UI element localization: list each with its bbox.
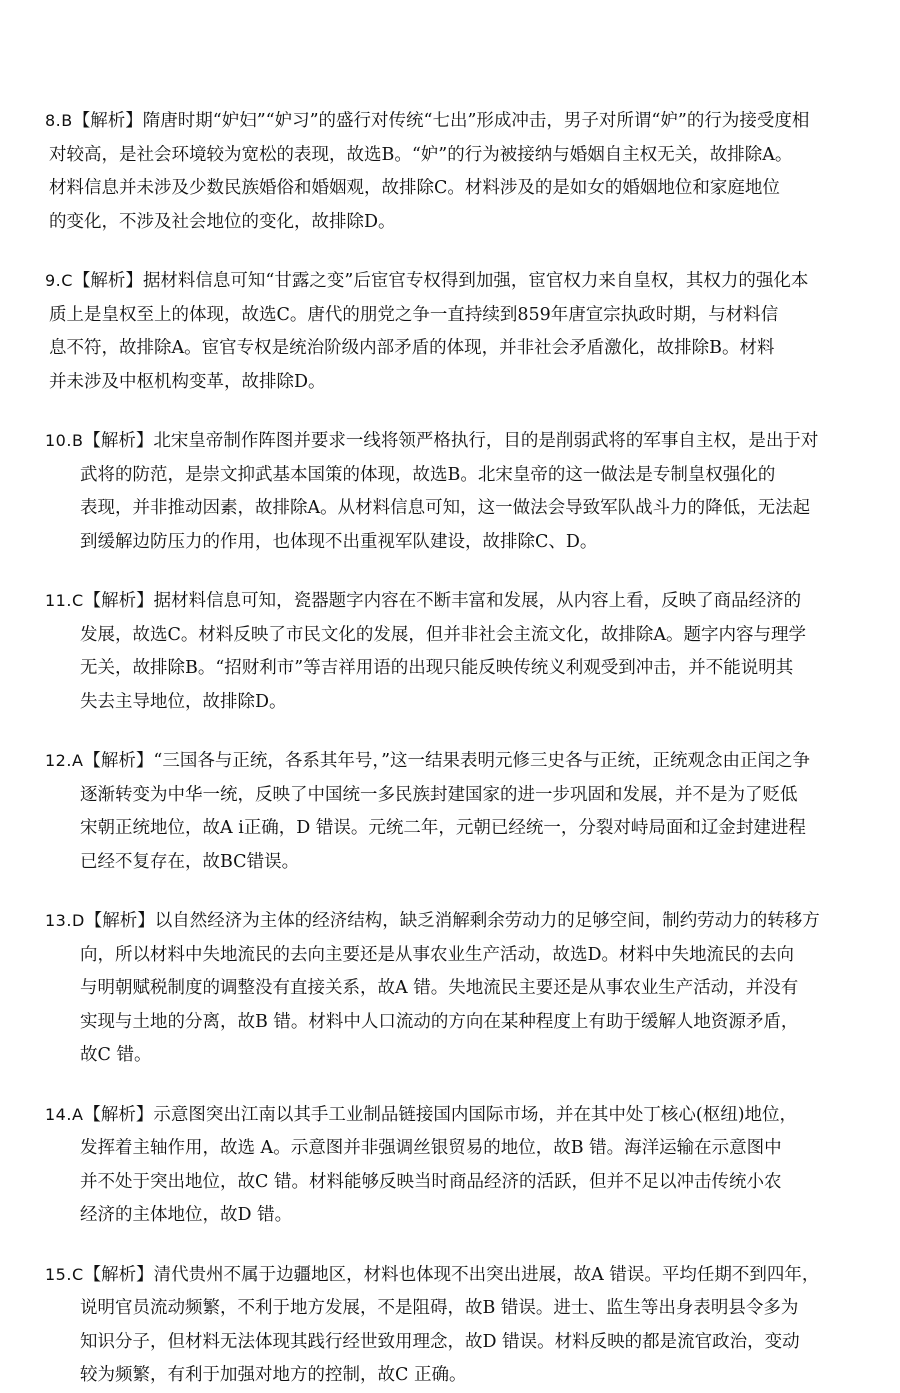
analysis-text-line: 据材料信息可知，瓷器题字内容在不断丰富和发展，从内容上看，反映了商品经济的 — [153, 591, 802, 611]
analysis-text-line: 较为频繁，有利于加强对地方的控制，故C 正确。 — [80, 1365, 467, 1385]
analysis-text-line: 发挥着主轴作用，故选 A。示意图并非强调丝银贸易的地位，故B 错。海洋运输在示意图中 — [80, 1138, 782, 1158]
analysis-text-line: 武将的防范，是崇文抑武基本国策的体现，故选B。北宋皇帝的这一做法是专制皇权强化的 — [80, 464, 776, 485]
answer-item — [45, 1258, 860, 1393]
analysis-text-line: 已经不复存在，故BC错误。 — [80, 851, 300, 872]
analysis-text-line: 故C 错。 — [80, 1045, 152, 1065]
analysis-text-line: 宋朝正统地位，故A ⅰ正确，D 错误。元统二年，元朝已经统一，分裂对峙局面和辽金封建进程 — [80, 818, 806, 838]
analysis-text-line: 北宋皇帝制作阵图并要求一线将领严格执行，目的是削弱武将的军事自主权，是出于对 — [153, 431, 819, 451]
analysis-text-line: 经济的主体地位，故D 错。 — [80, 1205, 293, 1225]
analysis-text-line: 与明朝赋税制度的调整没有直接关系，故A 错。失地流民主要还是从事农业生产活动，并没有 — [80, 978, 799, 998]
question-number: 12.A — [45, 751, 84, 770]
analysis-text-line: 质上是皇权至上的体现，故选C。唐代的朋党之争一直持续到859年唐宣宗执政时期，与材料信 — [49, 304, 779, 325]
analysis-tag: 【解析】 — [83, 751, 154, 771]
answer-item — [45, 584, 860, 719]
analysis-text-line: 实现与土地的分离，故B 错。材料中人口流动的方向在某种程度上有助于缓解人地资源矛盾， — [80, 1011, 799, 1032]
analysis-text-line: 说明官员流动频繁，不利于地方发展，不是阻碍，故B 错误。进士、监生等出身表明县令多为 — [80, 1298, 799, 1318]
analysis-text-line: 息不符，故排除A。宦官专权是统治阶级内部矛盾的体现，并非社会矛盾激化，故排除B。材料 — [49, 338, 775, 358]
analysis-text-line: 并未涉及中枢机构变革，故排除D。 — [49, 371, 326, 392]
question-number: 8.B — [45, 111, 73, 130]
analysis-text-line: 无关，故排除B。“招财利市”等吉祥用语的出现只能反映传统义利观受到冲击，并不能说明其 — [80, 658, 794, 678]
analysis-text-line: 并不处于突出地位，故C 错。材料能够反映当时商品经济的活跃，但并不足以冲击传统小农 — [80, 1171, 782, 1192]
analysis-tag: 【解析】 — [72, 271, 143, 291]
analysis-text-line: 据材料信息可知“甘露之变”后宦官专权得到加强，宦官权力来自皇权，其权力的强化本 — [142, 271, 809, 291]
analysis-text-line: 对较高，是社会环境较为宽松的表现，故选B。“妒”的行为被接纳与婚姻自主权无关，故排除A。 — [49, 144, 793, 165]
question-number: 9.C — [45, 271, 73, 290]
answer-item — [45, 1098, 860, 1233]
analysis-tag: 【解析】 — [72, 111, 143, 131]
analysis-text-line: 的变化，不涉及社会地位的变化，故排除D。 — [49, 211, 396, 232]
analysis-text-line: 隋唐时期“妒妇”“妒习”的盛行对传统“七出”形成冲击，男子对所谓“妒”的行为接受度相 — [142, 111, 810, 131]
answer-item — [45, 424, 860, 559]
answer-item — [45, 904, 860, 1073]
analysis-tag: 【解析】 — [83, 1264, 154, 1285]
analysis-tag: 【解析】 — [83, 591, 154, 611]
answer-item — [45, 744, 860, 879]
question-number: 13.D — [45, 911, 85, 930]
analysis-text-line: 发展，故选C。材料反映了市民文化的发展，但并非社会主流文化，故排除A。题字内容与理学 — [80, 624, 807, 645]
analysis-text-line: 材料信息并未涉及少数民族婚俗和婚姻观，故排除C。材料涉及的是如女的婚姻地位和家庭地位 — [49, 178, 780, 198]
question-number: 11.C — [45, 591, 84, 610]
analysis-text-line: 示意图突出江南以其手工业制品链接国内国际市场，并在其中处丁核心(枢纽)地位， — [153, 1104, 798, 1125]
answer-item — [45, 264, 860, 399]
analysis-text-line: 清代贵州不属于边疆地区，材料也体现不出突出进展，故A 错误。平均任期不到四年， — [153, 1264, 820, 1285]
answer-item — [45, 104, 860, 239]
analysis-text-line: 到缓解边防压力的作用，也体现不出重视军队建设，故排除C、D。 — [80, 531, 598, 552]
analysis-tag: 【解析】 — [83, 431, 154, 451]
question-number: 10.B — [45, 431, 84, 450]
analysis-text-line: 以自然经济为主体的经济结构，缺乏消解剩余劳动力的足够空间，制约劳动力的转移方 — [154, 911, 820, 931]
question-number: 15.C — [45, 1264, 84, 1284]
analysis-text-line: 逐渐转变为中华一统，反映了中国统一多民族封建国家的进一步巩固和发展，并不是为了贬低 — [80, 784, 798, 805]
analysis-text-line: 表现，并非推动因素，故排除A。从材料信息可知，这一做法会导致军队战斗力的降低，无法起 — [80, 498, 811, 518]
analysis-tag: 【解析】 — [83, 1104, 154, 1125]
analysis-text-line: 知识分子，但材料无法体现其践行经世致用理念，故D 错误。材料反映的都是流官政治，变动 — [80, 1331, 800, 1352]
analysis-text-line: 向，所以材料中失地流民的去向主要还是从事农业生产活动，故选D。材料中失地流民的去向 — [80, 944, 795, 965]
analysis-text-line: “三国各与正统，各系其年号，”这一结果表明元修三史各与正统，正统观念由正闰之争 — [153, 751, 811, 771]
answer-list — [45, 104, 860, 1393]
question-number: 14.A — [45, 1104, 84, 1124]
analysis-tag: 【解析】 — [84, 911, 155, 931]
analysis-text-line: 失去主导地位，故排除D。 — [80, 691, 287, 712]
